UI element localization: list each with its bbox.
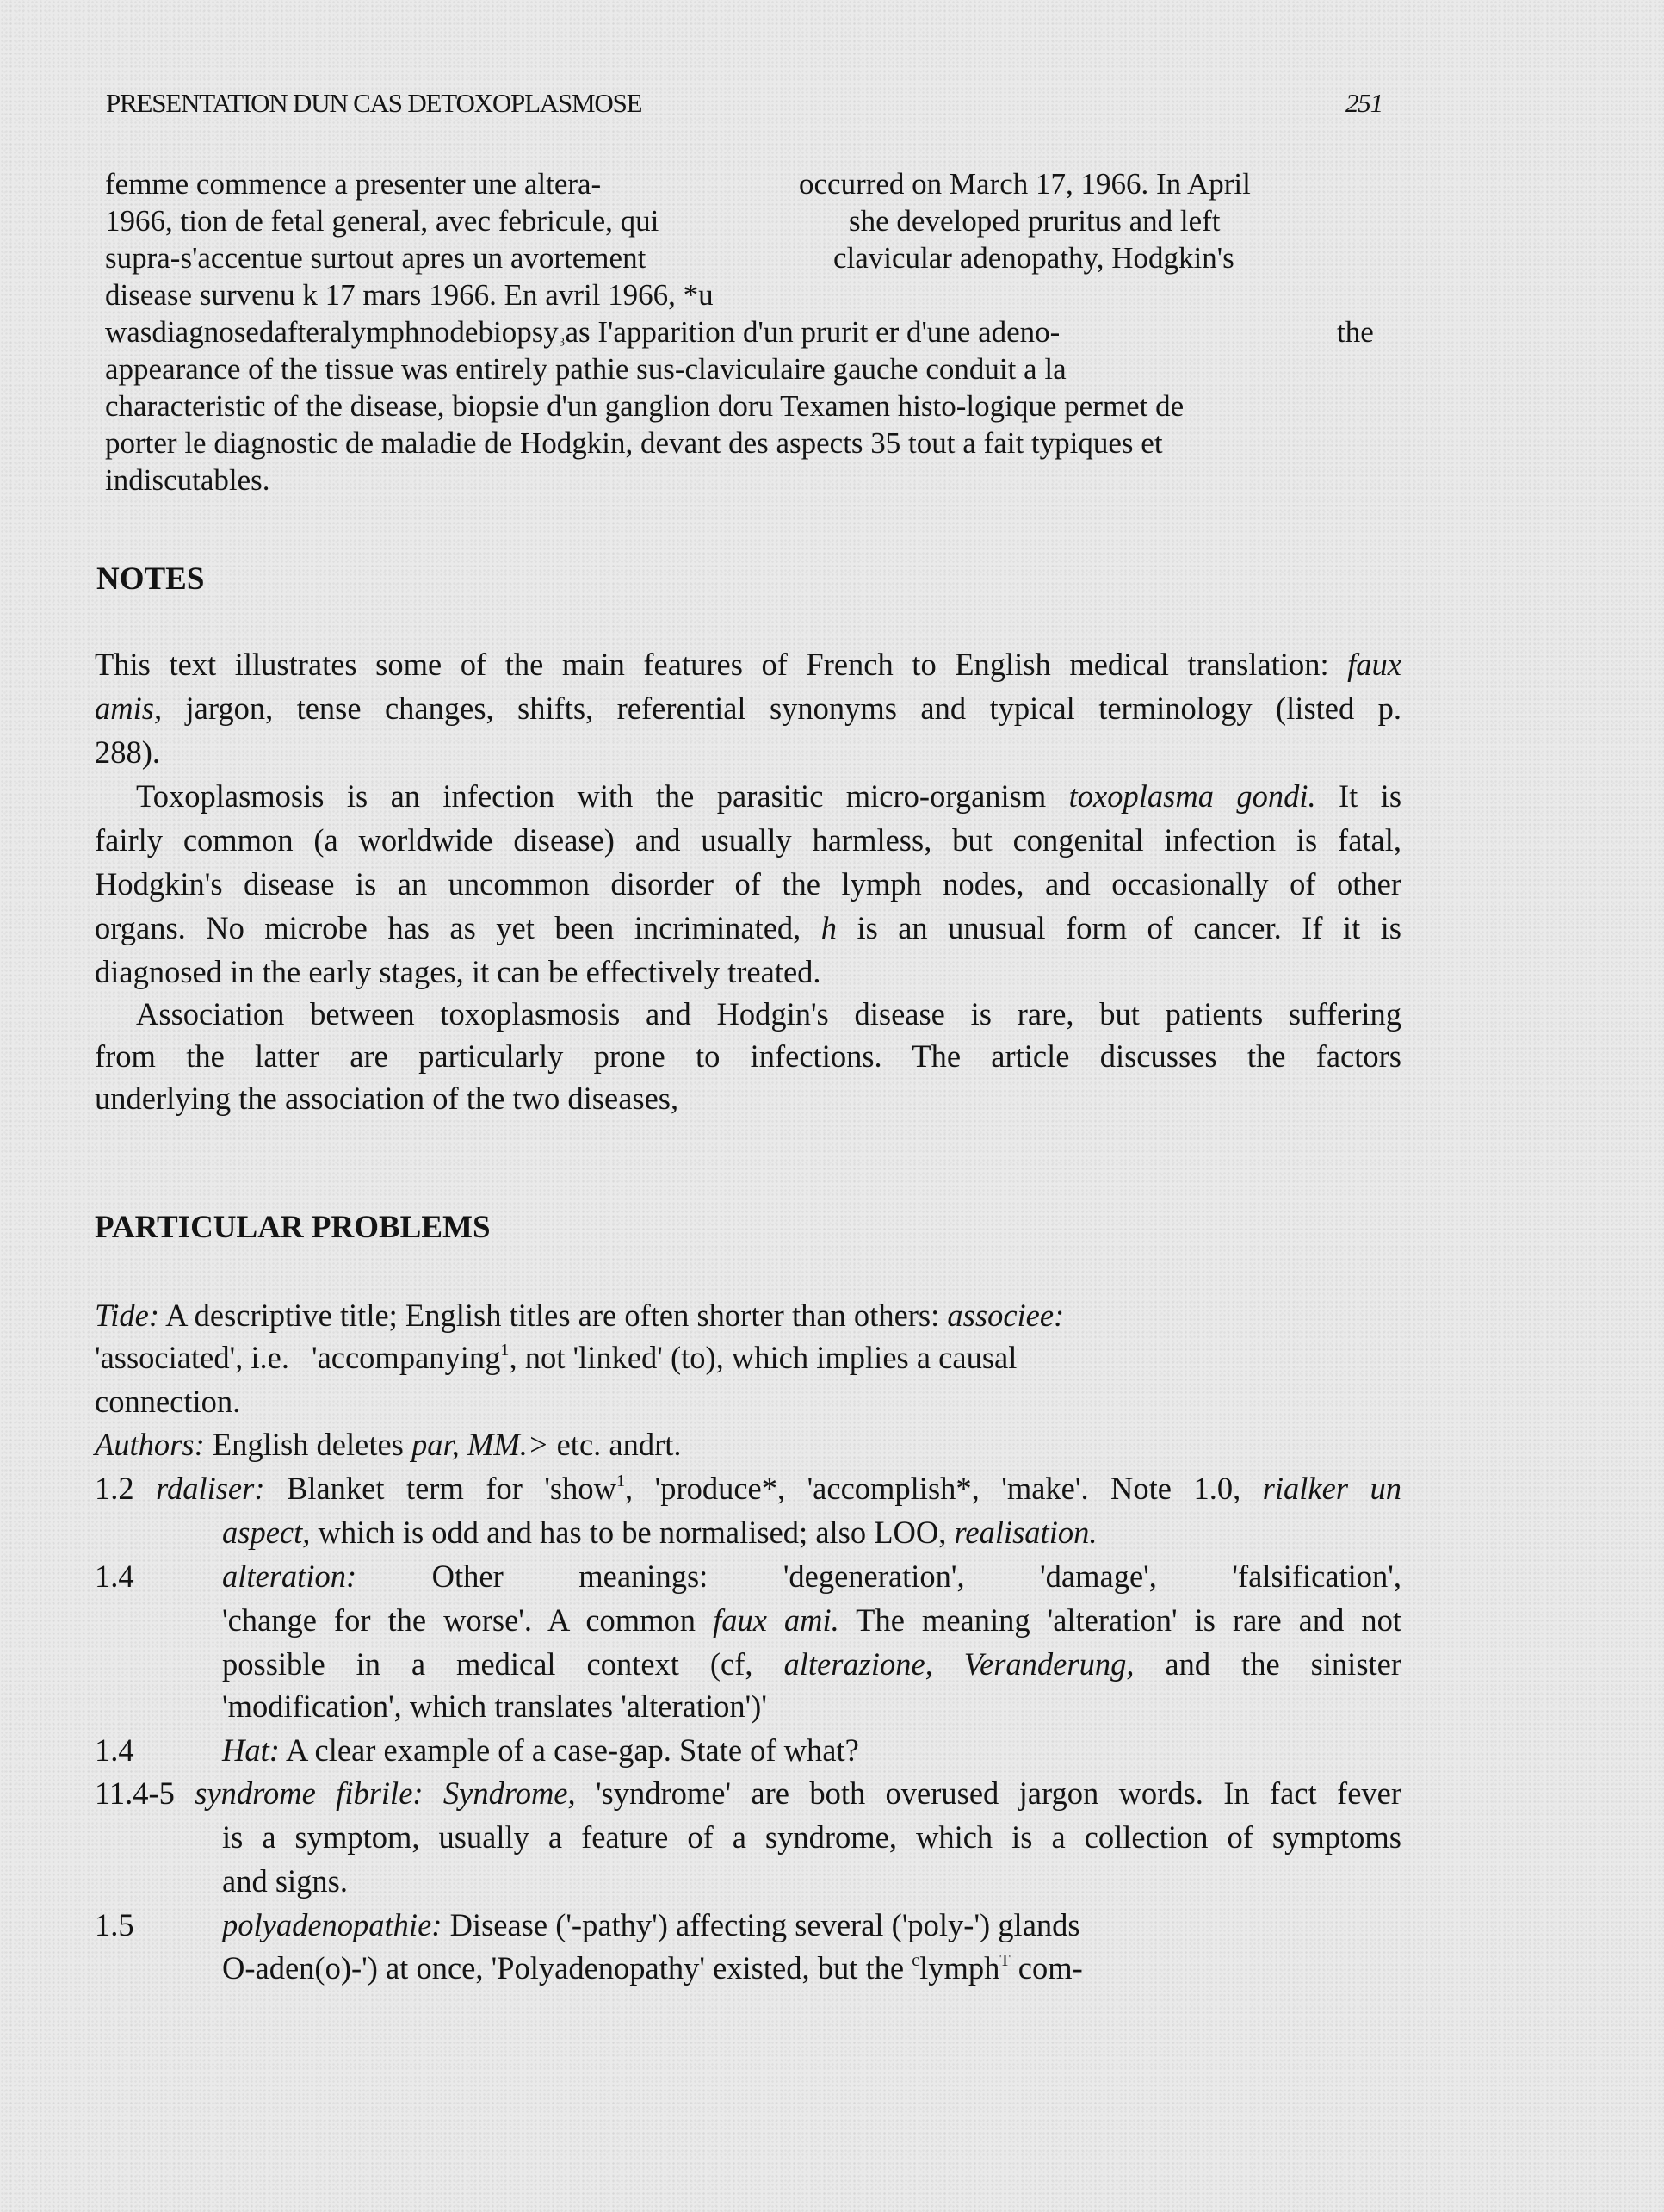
superscript: T (999, 1950, 1011, 1970)
italic-term: h (820, 910, 837, 945)
particular-problems-heading: PARTICULAR PROBLEMS (95, 1210, 491, 1245)
top-right-line: clavicular adenopathy, Hodgkin's (833, 241, 1234, 275)
word: meanings: (578, 1558, 708, 1594)
text-line: diagnosed in the early stages, it can be effectively treated. (95, 954, 821, 989)
top-left-line: femme commence a presenter une altera- (105, 167, 602, 201)
top-left-line: supra-s'accentue surtout apres un avortement (105, 241, 646, 275)
line-segment: , not 'linked' (to), which implies a causal (509, 1340, 1018, 1375)
text-line: fairly common (a worldwide disease) and usually harmless, but congenital infection is fatal, (95, 822, 1401, 858)
superscript: c (912, 1950, 920, 1970)
text-line (222, 1642, 1401, 1686)
text-line (95, 906, 1401, 950)
text-line (222, 1903, 1080, 1947)
stray-mark: ₃ (558, 325, 566, 346)
italic-term: faux (1347, 647, 1401, 682)
top-full-line: indiscutables. (105, 463, 270, 497)
text-line (222, 1728, 859, 1772)
line-number: 1.4 (95, 1732, 134, 1768)
line-segment: possible in a medical context (cf, (222, 1646, 753, 1682)
entry-label: Tide: (95, 1298, 160, 1333)
line-segment: as I'apparition d'un prurit er d'une adeno- (565, 315, 1061, 349)
text-line: Association between toxoplasmosis and Hodgin's disease is rare, but patients suffering (136, 996, 1401, 1032)
text-line (95, 642, 1401, 686)
line-segment: A clear example of a case-gap. State of what? (286, 1732, 859, 1768)
line-number: 1.5 (95, 1907, 134, 1942)
line-segment: 'accompanying (312, 1340, 501, 1375)
line-segment: wasdiagnosedafteralymphnodebiopsy (105, 315, 559, 349)
line-segment: which is odd and has to be normalised; also LOO, (318, 1515, 947, 1550)
line-number: 1.4 (95, 1558, 134, 1594)
text-line: from the latter are particularly prone to infections. The article discusses the factors (95, 1038, 1401, 1074)
text-line: and signs. (222, 1863, 348, 1899)
italic-term: toxoplasma gondi. (1068, 778, 1316, 814)
top-right-line: she developed pruritus and left (849, 204, 1221, 238)
top-full-line: porter le diagnostic de maladie de Hodgkin, devant des aspects 35 tout a fait typiques et (105, 426, 1163, 460)
text-line (95, 1422, 682, 1466)
line-segment: The meaning 'alteration' is rare and not (856, 1602, 1402, 1638)
line-segment: It is (1339, 778, 1402, 814)
top-right-line: occurred on March 17, 1966. In April (799, 167, 1251, 201)
line-segment: This text illustrates some of the main features of French to English medical translation: (95, 647, 1329, 682)
superscript: 1 (616, 1471, 626, 1490)
text-line: connection. (95, 1384, 241, 1419)
line-segment: English deletes (212, 1427, 404, 1462)
text-line: Hodgkin's disease is an uncommon disorder of the lymph nodes, and occasionally of other (95, 866, 1401, 902)
line-segment: O-aden(o)-') at once, 'Polyadenopathy' existed, but the (222, 1950, 905, 1986)
text-line (222, 1946, 1083, 1990)
top-left-line: 1966, tion de fetal general, avec febricule, qui (105, 204, 659, 238)
text-line (95, 1335, 1017, 1379)
line-segment: organs. No microbe has as yet been incriminated, (95, 910, 801, 945)
word: Other (431, 1558, 504, 1594)
text-line (222, 1598, 1401, 1642)
notes-heading: NOTES (96, 561, 205, 597)
italic-term: alterazione, Veranderung, (783, 1646, 1135, 1682)
italic-term: Hat: (222, 1732, 280, 1768)
text-line (95, 1293, 1064, 1337)
line-segment: 'associated', i.e. (95, 1340, 289, 1375)
text-line (222, 1510, 1097, 1554)
italic-term: associee: (947, 1298, 1065, 1333)
text-line (222, 1554, 1401, 1598)
line-segment: etc. andrt. (556, 1427, 682, 1462)
italic-term: alteration: (222, 1558, 357, 1594)
line-segment: lymph (919, 1950, 1000, 1986)
page-number: 251 (1345, 88, 1383, 118)
line-segment: Blanket term for 'show (286, 1471, 616, 1506)
top-right-line: the (1337, 315, 1374, 349)
italic-term: faux ami. (713, 1602, 839, 1638)
top-full-line: characteristic of the disease, biopsie d'un ganglion doru Texamen histo-logique permet de (105, 389, 1185, 423)
line-segment: , 'produce*, 'accomplish*, 'make'. Note 1.0, (625, 1471, 1241, 1506)
text-line: underlying the association of the two diseases, (95, 1081, 679, 1116)
italic-term: par, MM.> (411, 1427, 549, 1462)
text-line (95, 686, 1401, 730)
text-line (95, 1466, 1401, 1510)
superscript: 1 (500, 1340, 510, 1360)
italic-term: aspect, (222, 1515, 311, 1550)
text-line (136, 774, 1401, 818)
word: 'falsification', (1232, 1558, 1402, 1594)
line-segment: com- (1018, 1950, 1083, 1986)
line-segment: and the sinister (1165, 1646, 1402, 1682)
line-segment: A descriptive title; English titles are often shorter than others: (165, 1298, 940, 1333)
running-header: PRESENTATION DUN CAS DETOXOPLASMOSE (106, 88, 642, 118)
text-line: is a symptom, usually a feature of a syndrome, which is a collection of symptoms (222, 1819, 1401, 1855)
text-line: 288). (95, 734, 161, 770)
line-segment: jargon, tense changes, shifts, referential synonyms and typical terminology (listed p. (185, 691, 1401, 726)
line-segment: is an unusual form of cancer. If it is (857, 910, 1402, 945)
text-line: 'modification', which translates 'alteration')' (222, 1688, 767, 1724)
line-segment: Toxoplasmosis is an infection with the parasitic micro-organism (136, 778, 1047, 814)
line-segment: Disease ('-pathy') affecting several ('poly-') glands (449, 1907, 1080, 1942)
italic-term: rdaliser: (156, 1471, 265, 1506)
top-left-line: disease survenu k 17 mars 1966. En avril 1966, *u (105, 278, 714, 312)
italic-term: polyadenopathie: (222, 1907, 442, 1942)
line-number: 1.2 (95, 1471, 134, 1506)
word: 'degeneration', (783, 1558, 965, 1594)
text-line (95, 1771, 1401, 1815)
word: 'damage', (1040, 1558, 1157, 1594)
italic-term: realisation. (954, 1515, 1098, 1550)
line-segment: 'change for the worse'. A common (222, 1602, 696, 1638)
italic-term: amis, (95, 691, 163, 726)
line-number: 11.4-5 (95, 1775, 175, 1811)
italic-term: rialker un (1262, 1471, 1401, 1506)
top-full-line: appearance of the tissue was entirely pathie sus-claviculaire gauche conduit a la (105, 352, 1067, 386)
entry-label: Authors: (95, 1427, 205, 1462)
line-segment: 'syndrome' are both overused jargon words. In fact fever (595, 1775, 1401, 1811)
top-mixed-line (105, 313, 1060, 354)
italic-term: syndrome fibrile: Syndrome, (195, 1775, 576, 1811)
